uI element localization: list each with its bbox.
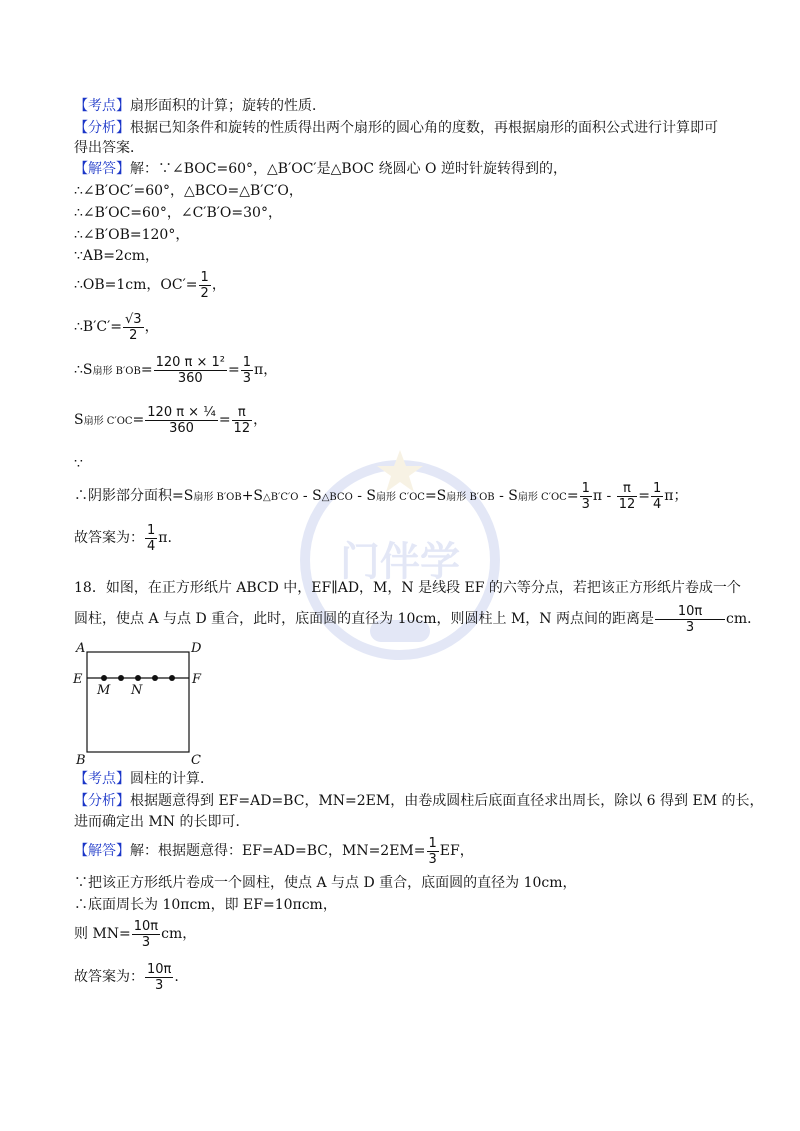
fraction: $\frac{1}{4}$ xyxy=(652,480,662,512)
p18-kaodian: 【考点】圆柱的计算． xyxy=(74,771,214,787)
square-abcd xyxy=(87,652,189,752)
fraction: $\frac{1}{3}$ xyxy=(242,354,252,386)
p17-l7: ∴B′C′= $\frac{√3}{2}$ ， xyxy=(74,311,159,343)
fraction: $\frac{\text{120 π × ¼}}{360}$ xyxy=(147,404,216,436)
point-dot xyxy=(118,675,124,681)
point-dot xyxy=(169,675,175,681)
label-f: F xyxy=(192,672,202,687)
p17-fenxi: 【分析】根据已知条件和旋转的性质得出两个扇形的圆心角的度数，再根据扇形的面积公式进行计算即可 xyxy=(74,120,718,136)
point-m-dot xyxy=(101,675,107,681)
p17-l2: ∴∠B′OC′=60°，△BCO=△B′C′O， xyxy=(74,183,303,199)
point-dot xyxy=(152,675,158,681)
p18-answer: 故答案为： $\frac{10\pi}{3}$ . xyxy=(74,961,179,993)
square-figure xyxy=(70,640,210,770)
fraction: $\frac{√3}{2}$ xyxy=(125,311,142,343)
p18-l2: ∵把该正方形纸片卷成一个圆柱，使点 A 与点 D 重合，底面圆的直径为 10cm， xyxy=(74,875,577,891)
fraction: $\frac{\text{120 π × 1²}}{360}$ xyxy=(155,354,226,386)
label-a: A xyxy=(76,641,86,656)
p18-fenxi: 【分析】根据题意得到 EF=AD=BC，MN=2EM，由卷成圆柱后底面直径求出周长，除以 6 得到 EM 的长， xyxy=(74,793,764,809)
p17-l11: ∴阴影部分面积=S扇形 B′OB+S△B′C′O - S△BCO - S扇形 C′OC=S扇形 B′OB - S扇形 C′OC= $\frac{1}{3}$ π - $\frac{\pi}{12}$ = $\frac{1}{4}$ π； xyxy=(74,480,688,512)
p17-l9: S扇形 C′OC= $\frac{\text{120 π × ¼}}{360}$ = $\frac{\pi}{12}$ ， xyxy=(74,404,268,436)
p17-l8: ∴S扇形 B′OB= $\frac{\text{120 π × 1²}}{360}$ = $\frac{1}{3}$ π， xyxy=(74,354,278,386)
p18-jieda-l1: 【解答】解：根据题意得：EF=AD=BC，MN=2EM= $\frac{1}{3}$ EF， xyxy=(74,835,474,867)
label-d: D xyxy=(191,641,202,656)
p17-jieda-l1: 【解答】解：∵∠BOC=60°，△B′OC′是△BOC 绕圆心 O 逆时针旋转得到的， xyxy=(74,161,567,177)
label-b: B xyxy=(76,753,86,768)
label-e: E xyxy=(73,672,83,687)
p17-answer: 故答案为： $\frac{1}{4}$ π. xyxy=(74,522,172,554)
label-n: N xyxy=(131,683,143,698)
p18-question-l2: 圆柱，使点 A 与点 D 重合，此时，底面圆的直径为 10cm，则圆柱上 M，N 两点间的距离是 $\frac{10\pi}{3}$ cm． xyxy=(74,603,762,635)
p17-l4: ∴∠B′OB=120°， xyxy=(74,227,190,243)
p18-l3: ∴底面周长为 10πcm，即 EF=10πcm， xyxy=(74,897,337,913)
p17-kaodian: 【考点】扇形面积的计算；旋转的性质． xyxy=(74,98,326,114)
point-n-dot xyxy=(135,675,141,681)
p17-l10: ∵ xyxy=(74,456,83,472)
fraction: $\frac{10\pi}{3}$ xyxy=(133,918,159,950)
fraction: $\frac{\pi}{12}$ xyxy=(233,404,251,436)
fraction: $\frac{\pi}{12}$ xyxy=(618,480,636,512)
fraction: $\frac{10\pi}{3}$ xyxy=(147,961,172,993)
fraction: $\frac{1}{3}$ xyxy=(581,480,590,512)
p17-l3: ∴∠B′OC=60°，∠C′B′O=30°， xyxy=(74,205,282,221)
p18-l4: 则 MN= $\frac{10\pi}{3}$ cm， xyxy=(74,918,197,950)
watermark-text: 门伴学 xyxy=(340,539,460,585)
fraction: $\frac{1}{3}$ xyxy=(428,835,437,867)
p17-fenxi-cont: 得出答案． xyxy=(74,140,144,156)
p17-l6: ∴OB=1cm，OC′= $\frac{1}{2}$ ， xyxy=(74,269,226,301)
p17-l5: ∵AB=2cm， xyxy=(74,248,160,264)
label-c: C xyxy=(191,753,201,768)
label-m: M xyxy=(97,683,111,698)
p18-question-l1: 18．如图，在正方形纸片 ABCD 中，EF∥AD，M，N 是线段 EF 的六等分点，若把该正方形纸片卷成一个 xyxy=(74,580,741,596)
answer-fraction: $\frac{10\pi}{3}$ xyxy=(655,604,725,635)
fraction: $\frac{1}{2}$ xyxy=(200,269,209,301)
p18-fenxi-cont: 进而确定出 MN 的长即可． xyxy=(74,814,250,830)
fraction: $\frac{1}{4}$ xyxy=(147,522,156,554)
